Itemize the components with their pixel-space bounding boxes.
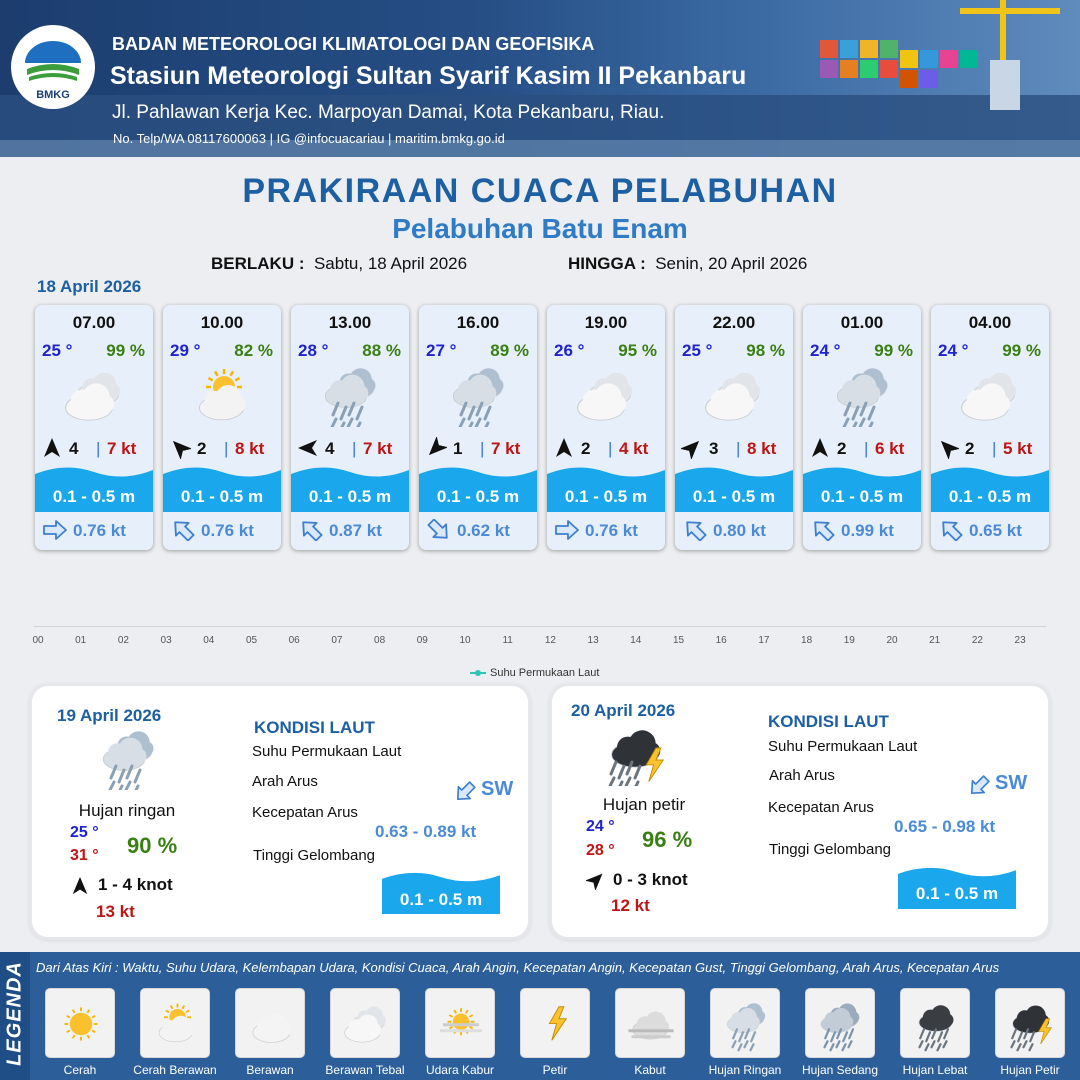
svg-text:BMKG: BMKG	[36, 89, 70, 101]
legend-item-hujan-lebat	[900, 988, 970, 1058]
forecast-humidity: 95 %	[618, 341, 657, 360]
separator: |	[352, 439, 357, 458]
southwest-icon	[966, 775, 992, 797]
current-speed: 0.76 kt	[585, 521, 638, 540]
gust-speed: 4 kt	[619, 439, 649, 458]
wind-direction-arrow	[41, 437, 63, 459]
legend-item-petir	[520, 988, 590, 1058]
forecast-humidity: 99 %	[106, 341, 145, 360]
legend-item-hujan-petir	[995, 988, 1065, 1058]
northwest-icon	[809, 519, 837, 541]
axis-tick-label: 04	[203, 635, 215, 646]
wave-value: 0.1 - 0.5 m	[915, 884, 999, 903]
axis-tick-label: 17	[758, 635, 770, 646]
axis-tick-label: 02	[117, 635, 129, 646]
sst-legend-marker	[470, 672, 486, 674]
hujan-ringan-icon	[716, 994, 776, 1054]
hujan-ringan-icon	[88, 728, 168, 790]
sst-legend-label: Suhu Permukaan Laut	[490, 667, 600, 679]
day-temp-max: 28 °	[586, 842, 615, 859]
valid-from	[211, 254, 467, 274]
legend-item-label: Hujan Petir	[1000, 1063, 1060, 1077]
legend-item-label: Cerah Berawan	[133, 1063, 217, 1077]
hujan-ringan-icon	[438, 365, 518, 427]
gust-speed: 8 kt	[747, 439, 777, 458]
forecast-weather-icon	[310, 365, 390, 427]
day-gust: 13 kt	[96, 902, 135, 921]
legend-item-label: Berawan Tebal	[325, 1063, 405, 1077]
day-humidity: 90 %	[127, 833, 178, 858]
current-speed: 0.65 kt	[969, 521, 1022, 540]
legend-item-cerah	[45, 988, 115, 1058]
northwest-icon	[937, 437, 959, 459]
forecast-weather-icon	[822, 365, 902, 427]
forecast-card	[419, 305, 537, 550]
day-wind-arrow	[586, 870, 606, 890]
wave-height: 0.1 - 0.5 m	[52, 487, 136, 506]
forecast-card	[803, 305, 921, 550]
wave-label: Tinggi Gelombang	[253, 847, 376, 864]
northwest-icon	[169, 519, 197, 541]
forecast-weather-icon	[566, 365, 646, 427]
legend-item-label: Kabut	[634, 1063, 666, 1077]
forecast-time: 04.00	[968, 313, 1012, 332]
axis-line	[34, 626, 1046, 627]
wave-value: 0.1 - 0.5 m	[399, 890, 483, 909]
wave-height: 0.1 - 0.5 m	[820, 487, 904, 506]
wind-speed: 2	[837, 439, 847, 458]
wind-direction-arrow	[169, 437, 191, 459]
day-date: 19 April 2026	[57, 706, 162, 725]
current-speed: 0.62 kt	[457, 521, 510, 540]
station-address: Jl. Pahlawan Kerja Kec. Marpoyan Damai, Kota Pekanbaru, Riau.	[112, 102, 665, 123]
wind-direction-arrow	[809, 437, 831, 459]
legend-item-kabut	[615, 988, 685, 1058]
sst-label: Suhu Permukaan Laut	[252, 743, 402, 760]
wave-height: 0.1 - 0.5 m	[564, 487, 648, 506]
forecast-weather-icon	[694, 365, 774, 427]
wind-direction-arrow	[937, 437, 959, 459]
forecast-temp: 25 °	[42, 341, 73, 360]
gust-speed: 7 kt	[363, 439, 393, 458]
axis-tick-label: 08	[374, 635, 386, 646]
forecast-card	[35, 305, 153, 550]
page-title: PRAKIRAAN CUACA PELABUHAN	[242, 172, 838, 210]
forecast-card	[163, 305, 281, 550]
wind-direction-arrow	[553, 437, 575, 459]
valid-to	[568, 254, 807, 274]
east-icon	[553, 519, 581, 541]
forecast-weather-icon	[950, 365, 1030, 427]
current-direction-arrow	[169, 519, 197, 541]
wave-height: 0.1 - 0.5 m	[308, 487, 392, 506]
wind-direction-arrow	[297, 437, 319, 459]
current-direction-arrow	[553, 519, 581, 541]
day-wind-arrow	[70, 876, 90, 896]
hujan-ringan-icon	[822, 365, 902, 427]
current-direction-arrow	[681, 519, 709, 541]
current-dir-value: SW	[481, 778, 514, 800]
forecast-temp: 27 °	[426, 341, 457, 360]
axis-tick-label: 11	[502, 635, 513, 646]
southwest-icon	[452, 781, 478, 803]
day-wind-speed: 0 - 3 knot	[613, 870, 688, 889]
hujan-petir-icon	[1001, 994, 1061, 1054]
current-speed-value: 0.63 - 0.89 kt	[375, 822, 477, 841]
legend-title: LEGENDA	[3, 961, 26, 1066]
southeast-icon	[425, 519, 453, 541]
legend-item-hujan-sedang	[805, 988, 875, 1058]
day-weather-icon	[88, 728, 168, 790]
station-name: Stasiun Meteorologi Sultan Syarif Kasim II Pekanbaru	[110, 62, 747, 90]
legend-item-label: Berawan	[246, 1063, 294, 1077]
wave-height: 0.1 - 0.5 m	[436, 487, 520, 506]
forecast-humidity: 99 %	[874, 341, 913, 360]
wind-speed: 1	[453, 439, 463, 458]
legend-description: Dari Atas Kiri : Waktu, Suhu Udara, Kelembapan Udara, Kondisi Cuaca, Arah Angin, Kecepatan Angin, Kecepatan Gust, Tinggi Gelombang, Arah Arus, Kecepatan Arus	[36, 960, 1000, 975]
valid-to-value: Senin, 20 April 2026	[655, 254, 808, 273]
forecast-humidity: 99 %	[1002, 341, 1041, 360]
separator: |	[736, 439, 741, 458]
axis-tick-label: 03	[160, 635, 172, 646]
forecast-card	[291, 305, 409, 550]
port-name: Pelabuhan Batu Enam	[392, 213, 688, 244]
forecast-temp: 24 °	[938, 341, 969, 360]
current-speed: 0.76 kt	[201, 521, 254, 540]
current-speed: 0.87 kt	[329, 521, 382, 540]
legend-item-label: Hujan Lebat	[902, 1063, 968, 1077]
day-date: 20 April 2026	[571, 701, 676, 720]
day-temp-max: 31 °	[70, 847, 99, 864]
sst-series-legend	[470, 667, 599, 679]
east-icon	[41, 519, 69, 541]
udara-kabur-icon	[431, 994, 491, 1054]
legend-item-cerah-berawan	[140, 988, 210, 1058]
wind-speed: 2	[965, 439, 975, 458]
axis-tick-label: 05	[245, 635, 258, 646]
berawan-icon	[241, 994, 301, 1054]
current-dir-arrow	[452, 781, 478, 803]
forecast-humidity: 98 %	[746, 341, 785, 360]
current-speed: 0.99 kt	[841, 521, 894, 540]
axis-tick-label: 07	[331, 635, 343, 646]
wind-speed: 2	[197, 439, 207, 458]
north-icon	[553, 437, 575, 459]
berawan-tebal-icon	[566, 365, 646, 427]
axis-tick-label: 16	[715, 635, 727, 646]
current-dir-label: Arah Arus	[252, 773, 318, 790]
axis-tick-label: 06	[288, 635, 300, 646]
axis-tick-label: 10	[459, 635, 471, 646]
current-speed: 0.80 kt	[713, 521, 766, 540]
current-dir-arrow	[966, 775, 992, 797]
forecast-time: 16.00	[456, 313, 500, 332]
legend-item-label: Hujan Sedang	[801, 1063, 879, 1077]
cerah-berawan-icon	[182, 365, 262, 427]
wave-label: Tinggi Gelombang	[769, 841, 892, 858]
north-icon	[70, 876, 90, 896]
day-weather-icon	[596, 724, 676, 786]
current-direction-arrow	[809, 519, 837, 541]
hujan-petir-icon	[596, 724, 676, 786]
axis-tick-label: 15	[672, 635, 685, 646]
separator: |	[224, 439, 229, 458]
axis-tick-label: 14	[630, 635, 642, 646]
forecast-humidity: 89 %	[490, 341, 529, 360]
forecast-temp: 29 °	[170, 341, 201, 360]
west-icon	[297, 437, 319, 459]
legend-item-label: Udara Kabur	[425, 1063, 495, 1077]
gust-speed: 8 kt	[235, 439, 265, 458]
axis-tick-label: 12	[544, 635, 556, 646]
axis-tick-label: 01	[75, 635, 87, 646]
axis-tick-label: 09	[416, 635, 428, 646]
hujan-sedang-icon	[811, 994, 871, 1054]
northwest-icon	[681, 519, 709, 541]
cerah-icon	[51, 994, 111, 1054]
day-summary-19-april	[32, 686, 528, 937]
day-summary-20-april	[552, 686, 1048, 937]
northwest-icon	[169, 437, 191, 459]
legend-panel	[0, 952, 1080, 1080]
axis-tick-label: 20	[886, 635, 898, 646]
legend-side-tab	[0, 952, 30, 1080]
wind-speed: 2	[581, 439, 591, 458]
cerah-berawan-icon	[146, 994, 206, 1054]
wind-speed: 4	[325, 439, 335, 458]
legend-item-berawan	[235, 988, 305, 1058]
axis-tick-label: 13	[587, 635, 599, 646]
sea-condition-title: KONDISI LAUT	[254, 718, 375, 737]
current-direction-arrow	[41, 519, 69, 541]
forecast-temp: 26 °	[554, 341, 585, 360]
forecast-time: 19.00	[584, 313, 628, 332]
bmkg-logo-icon	[11, 25, 95, 109]
separator: |	[864, 439, 869, 458]
wave-height: 0.1 - 0.5 m	[692, 487, 776, 506]
day-temp-min: 24 °	[586, 818, 615, 835]
berawan-tebal-icon	[950, 365, 1030, 427]
separator: |	[608, 439, 613, 458]
forecast-card	[931, 305, 1049, 550]
separator: |	[992, 439, 997, 458]
wind-speed: 4	[69, 439, 79, 458]
axis-tick-label: 19	[843, 635, 855, 646]
axis-tick-label: 22	[971, 635, 983, 646]
current-direction-arrow	[425, 519, 453, 541]
current-speed: 0.76 kt	[73, 521, 126, 540]
current-speed-label: Kecepatan Arus	[768, 799, 874, 816]
axis-tick-label: 23	[1014, 635, 1026, 646]
day-wind-speed: 1 - 4 knot	[98, 875, 173, 894]
wind-direction-arrow	[425, 437, 447, 459]
kabut-icon	[621, 994, 681, 1054]
northeast-icon	[586, 870, 606, 890]
current-dir-value: SW	[995, 772, 1028, 794]
current-direction-arrow	[937, 519, 965, 541]
wind-direction-arrow	[681, 437, 703, 459]
current-direction-arrow	[297, 519, 325, 541]
northeast-icon	[681, 437, 703, 459]
separator: |	[480, 439, 485, 458]
forecast-weather-icon	[438, 365, 518, 427]
current-speed-value: 0.65 - 0.98 kt	[894, 817, 996, 836]
day-humidity: 96 %	[642, 827, 693, 852]
berawan-tebal-icon	[694, 365, 774, 427]
station-contact: No. Telp/WA 08117600063 | IG @infocuacariau | maritim.bmkg.go.id	[113, 131, 505, 146]
day1-date: 18 April 2026	[37, 277, 142, 296]
forecast-time: 13.00	[328, 313, 372, 332]
axis-tick-label: 00	[32, 635, 44, 646]
day-temp-min: 25 °	[70, 824, 99, 841]
forecast-humidity: 82 %	[234, 341, 273, 360]
agency-name: BADAN METEOROLOGI KLIMATOLOGI DAN GEOFISIKA	[112, 34, 595, 54]
northwest-icon	[937, 519, 965, 541]
petir-icon	[526, 994, 586, 1054]
gust-speed: 5 kt	[1003, 439, 1033, 458]
wave-height: 0.1 - 0.5 m	[180, 487, 264, 506]
sea-condition-title: KONDISI LAUT	[768, 712, 889, 731]
legend-item-label: Cerah	[63, 1063, 97, 1077]
forecast-temp: 25 °	[682, 341, 713, 360]
forecast-time: 10.00	[200, 313, 244, 332]
current-dir-label: Arah Arus	[769, 767, 835, 784]
legend-item-label: Hujan Ringan	[708, 1063, 782, 1077]
bmkg-logo	[11, 25, 95, 109]
north-icon	[41, 437, 63, 459]
forecast-humidity: 88 %	[362, 341, 401, 360]
berawan-tebal-icon	[54, 365, 134, 427]
hujan-ringan-icon	[310, 365, 390, 427]
wind-speed: 3	[709, 439, 719, 458]
hujan-lebat-icon	[906, 994, 966, 1054]
forecast-weather-icon	[182, 365, 262, 427]
legend-item-hujan-ringan	[710, 988, 780, 1058]
gust-speed: 7 kt	[107, 439, 137, 458]
southwest-icon	[425, 437, 447, 459]
forecast-card	[675, 305, 793, 550]
northwest-icon	[297, 519, 325, 541]
separator: |	[96, 439, 101, 458]
gust-speed: 6 kt	[875, 439, 905, 458]
day-condition: Hujan ringan	[78, 801, 176, 820]
forecast-weather-icon	[54, 365, 134, 427]
forecast-temp: 24 °	[810, 341, 841, 360]
day-gust: 12 kt	[611, 896, 650, 915]
header-banner	[0, 0, 1080, 157]
time-axis	[20, 620, 1060, 650]
forecast-time: 01.00	[840, 313, 884, 332]
legend-item-label: Petir	[542, 1063, 568, 1077]
sst-label: Suhu Permukaan Laut	[768, 738, 918, 755]
wave-height: 0.1 - 0.5 m	[948, 487, 1032, 506]
gust-speed: 7 kt	[491, 439, 521, 458]
berawan-tebal-icon	[336, 994, 396, 1054]
valid-from-value: Sabtu, 18 April 2026	[313, 254, 468, 273]
legend-item-udara-kabur	[425, 988, 495, 1058]
forecast-time: 07.00	[72, 313, 116, 332]
valid-from-label: BERLAKU :	[211, 254, 305, 273]
day-condition: Hujan petir	[602, 795, 686, 814]
north-icon	[809, 437, 831, 459]
current-speed-label: Kecepatan Arus	[252, 804, 358, 821]
legend-item-berawan-tebal	[330, 988, 400, 1058]
valid-to-label: HINGGA :	[568, 254, 646, 273]
axis-tick-label: 18	[801, 635, 813, 646]
forecast-time: 22.00	[712, 313, 756, 332]
forecast-card	[547, 305, 665, 550]
axis-tick-label: 21	[929, 635, 941, 646]
forecast-temp: 28 °	[298, 341, 329, 360]
